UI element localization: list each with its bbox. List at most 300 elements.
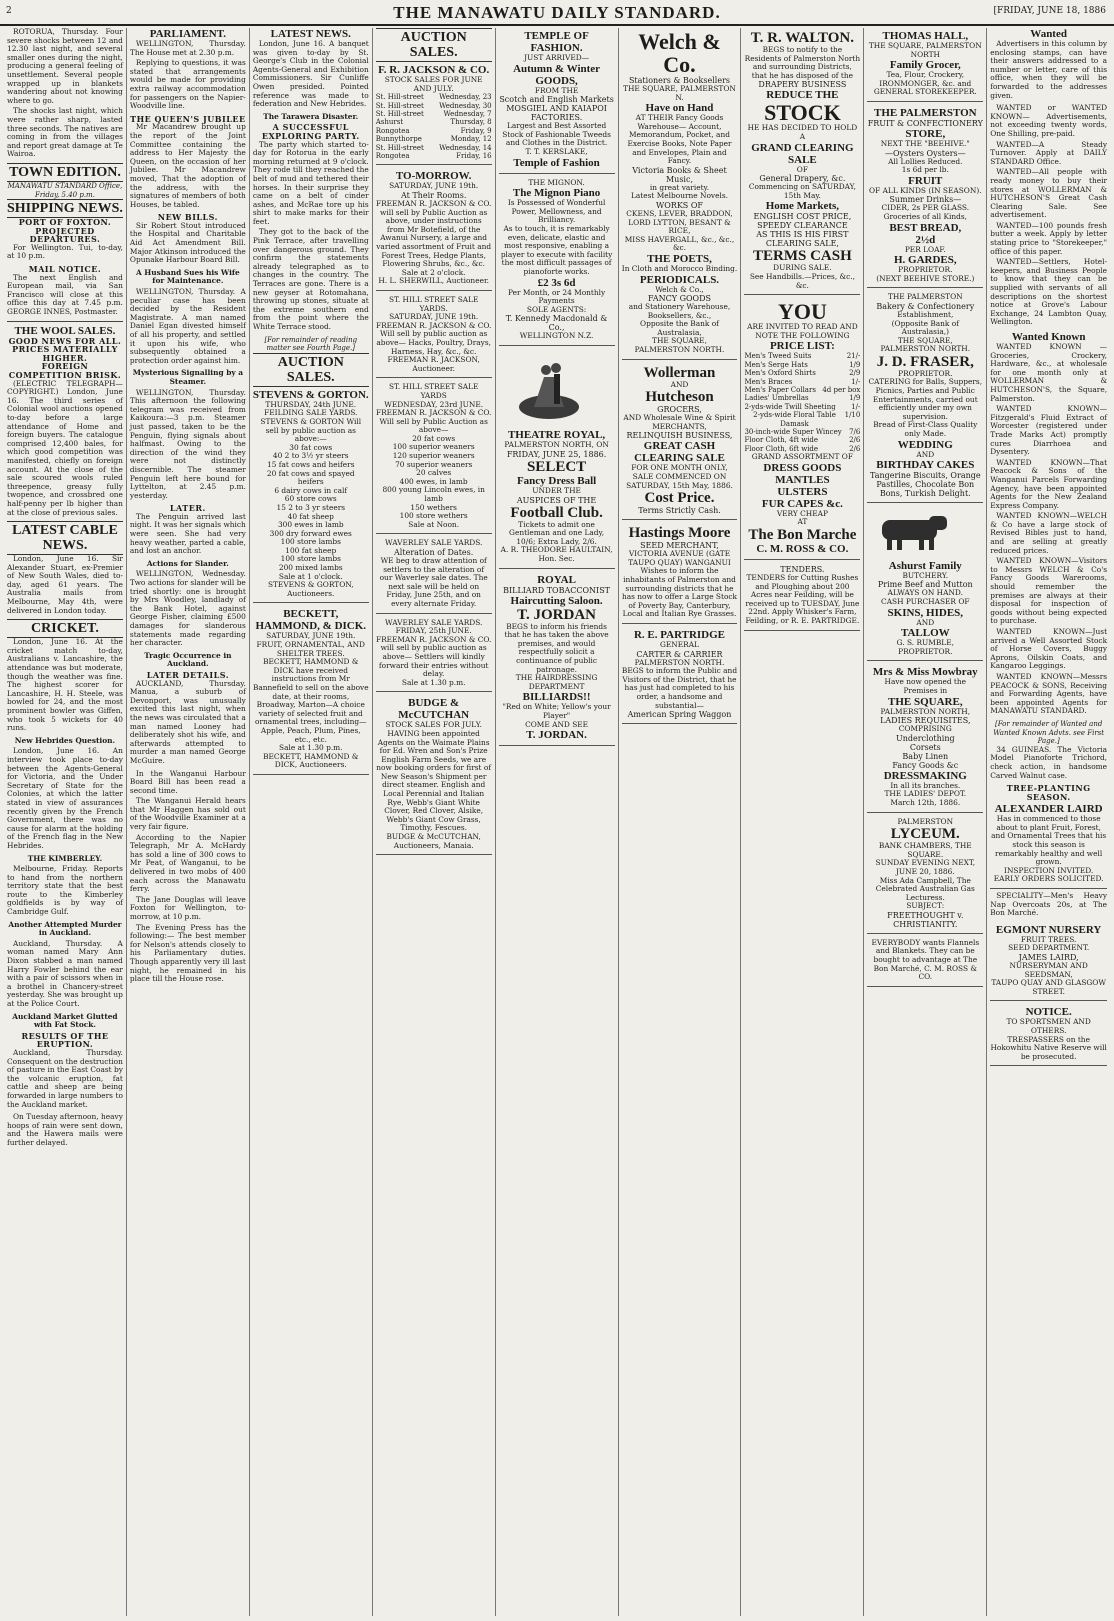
classified-ad: WANTED or WANTED KNOWN— Advertisements, not exceeding twenty words, One Shilling, pre-paid. [990,103,1108,138]
issue-date: [FRIDAY, JUNE 18, 1886 [993,6,1106,16]
ad-line: TERMS CASH [753,248,852,265]
ad-signature: BUDGE & McCUTCHAN, Auctioneers, Manaia. [386,832,481,850]
hill-street-ad-1 [376,294,492,378]
stock-item: 30 fat cows [289,442,333,452]
ad-line: GROCERS, [657,405,702,415]
schedule-date: Wednesday, 23 [439,93,492,102]
schedule-place: Bunnythorpe [375,135,422,144]
ad-line: THE HAIRDRESSING [515,673,598,683]
ad-line: All Lollies Reduced. [888,156,963,166]
paragraph: ROTORUA, Thursday. Four severe shocks between 12 and 12.30 last night, and several smaller ones during the night, producing a general feeling of unsettlement. Several people wrapped up in blankets wandering about not knowing where to go. [7,28,123,105]
tragic-text [130,680,246,766]
ad-line: GOODS, [535,74,578,87]
price-item: Men's Serge Hats [744,360,808,369]
stock-item: 100 superior weaners [392,442,475,452]
wollerman-ad [622,363,738,521]
ad-signature: STEVENS & GORTON, Auctioneers. [267,580,354,598]
ad-line: THE POETS, [647,252,712,265]
price-value: 2/9 [849,369,861,378]
ad-date: FRIDAY, 25th JUNE. [395,626,472,636]
ad-text: CATERING for Balls, Suppers, Picnics, Parties and Public Entertainments, carried out efficiently under my own supervision. [868,377,983,421]
ad-line: REDUCE THE [766,89,839,102]
stock-item: 200 mixed lambs [278,563,343,573]
tragic-heading: Tragic Occurrence in Auckland. [144,650,232,669]
ad-signature: FREEMAN R. JACKSON, Auctioneer. [387,355,480,373]
ad-title: TEMPLE OF FASHION. [524,30,589,54]
schedule-date: Wednesday, 30 [439,101,492,110]
ad-line: (NEXT BEEHIVE STORE.) [876,273,975,283]
ad-date: FRIDAY, JUNE 25, 1886. [506,450,607,460]
tree-planting-heading: TREE-PLANTING SEASON. [1006,783,1091,802]
results-heading: RESULTS OF THE ERUPTION. [21,1030,109,1050]
paragraph: Sir Robert Stout introduced the Hospital and Charitable Aid Act Amendment Bill. Major Atkinson introduced the Opunake Harbour Board Bill. [129,220,246,265]
brief-items [130,770,246,984]
ad-line: ROYAL [537,573,576,586]
paragraph: London, June 16. An interview took place to-day between the Agents-General for Victoria, and the Under Secretary of State for the Colonies, at which the latter stated in view of assurances recently given by the French Government, there was no cause for alarm at the holding of the French flag in the New Hebrides. [7,746,123,850]
new-bills-text [130,222,246,265]
ad-line: COMPRISING [898,724,952,734]
ad-line: AND Wholesale Wine & Spirit MERCHANTS, [623,413,736,431]
ad-title: NOTICE. [1025,1006,1072,1019]
ad-title: Hastings Moore [628,525,731,542]
ad-line: Have on Hand [645,102,714,115]
later-text [130,513,246,556]
column-grid [4,28,1110,1616]
ad-line: PALMERSTON NORTH. [634,657,725,667]
ad-line: Terms Strictly Cash. [638,506,721,516]
mignon-piano-ad [499,177,615,346]
classified-ad: WANTED KNOWN—Fitzgerald's Fluid Extract of Worcester (registered under Trade Marks Act) promptly cures Diarrhoea and Dysentery. [990,404,1108,457]
ad-line: AUSPICES OF THE [516,495,597,505]
laird-ad [990,801,1107,889]
stock-item: 20 fat cows and spayed heifers [266,468,355,487]
ad-line: INSPECTION INVITED. [1004,865,1094,875]
ad-line: THE SQUARE, [888,695,963,708]
ad-date: SATURDAY, JUNE 19th. [389,181,479,191]
price-row [744,369,860,377]
cable-text [7,555,123,615]
classified-ad: 34 GUINEAS. The Victoria Model Pianoforte Trichord, check action, in handsome Carved Walnut case. [990,744,1108,780]
price-value: 1/- [851,377,861,386]
paragraph: Melbourne, Friday. Reports to hand from the northern territory state that the best route to the Kimberley goldfields is by way of Cambridge Gulf. [7,864,123,917]
ad-line: PALMERSTON NORTH. [634,345,725,355]
ad-line: SKINS, HIDES, [887,606,964,619]
ad-title: ST. HILL STREET SALE YARDS. [388,294,479,313]
ad-line: DRESSMAKING [883,769,967,782]
ad-title: BUDGE & McCUTCHAN [398,697,470,722]
wanted-intro [990,40,1107,100]
ad-line: Opposite the Bank of Australasia, [640,319,719,337]
author-line: LORD LYTTON, BESANT & RICE, [628,217,731,236]
ad-signature: JAMES LAIRD, [1018,953,1079,962]
ad-line: WORKS OF [656,200,703,210]
ad-line: General Drapery, &c. [759,174,846,184]
ad-signature: G. S. RUMBLE, [896,638,954,648]
ad-line: FRUIT & CONFECTIONERY [867,118,983,128]
price-item: Men's Oxford Shirts [744,369,816,378]
ad-text: STEVENS & GORTON Will sell by public auction as above:— [260,416,362,444]
auckland-market-heading: Auckland Market Glutted with Fat Stock. [12,1011,118,1030]
kimberley-text [7,865,123,917]
paragraph: Auckland, Thursday. Consequent on the destruction of pasture in the East Coast by the volcanic eruption, fat cattle and sheep are being forwarded in large numbers to the Auckland market. [7,1047,123,1109]
price-row [744,394,860,402]
ad-line: SEED MERCHANT, [640,541,719,551]
sale-time: Sale at 1.30 p.m. [401,677,466,687]
fruit-store-ad [867,105,983,288]
paragraph: Auckland, Thursday. A woman named Mary Ann Dixon stabbed a man named Harry Fowler behind the ear with a pair of scissors when in a brothel in Chancery-street yesterday. She was brought up at the Police Court. [7,938,123,1008]
price-item: Ladies' Umbrellas [744,394,809,403]
ad-line: BILLIARDS!! [522,691,591,704]
price-item: Men's Paper Collars [744,385,816,394]
wool-heading: THE WOOL SALES. [14,324,116,337]
price-value: 7/6 [849,427,861,436]
welch-ad [622,28,738,360]
ad-line: AS THIS IS HIS FIRST CLEARING SALE, [756,230,849,249]
ad-signature: BECKETT, HAMMOND & DICK, Auctioneers. [263,751,359,770]
ad-line: PERIODICALS. [639,273,720,286]
ad-line: WELLINGTON N.Z. [519,331,594,341]
ad-text: BEGS to inform the Public and Visitors of the District, that he has just had completed to his order, a handsome and substantial— [621,666,738,710]
tarawera-heading: The Tarawera Disaster. [263,111,359,121]
ad-line: The Bon Marche [748,526,857,543]
ad-signature: T. T. KERSLAKE, [525,146,588,156]
ad-subtitle: At Their Rooms. [400,191,467,201]
price-item: Men's Braces [744,377,793,386]
ad-line: Victoria Books & Sheet Music, [632,165,727,184]
ad-text: Is Possessed of Wonderful Power, Mellowness, and Brilliancy. [507,198,606,225]
ad-line: BEST BREAD, [889,221,962,234]
foreign-heading: FOREIGN COMPETITION BRISK. [8,361,122,380]
ad-line: THE SQUARE, PALMERSTON N. [623,84,736,102]
ad-line: CARTER & CARRIER [636,649,723,659]
stock-item: 300 dry forward ewes [269,528,352,538]
ad-subtitle: Alteration of Dates. [394,548,474,557]
exploring-heading: A SUCCESSFUL EXPLORING PARTY. [261,122,360,141]
ad-title: TENDERS. [780,564,825,574]
price-item: 2-yds-wide Floral Table Damask [753,411,836,428]
prices-heading: PRICES MATERIALLY HIGHER. [12,344,118,363]
ad-line: BANK CHAMBERS, THE SQUARE. [878,841,972,859]
column-4 [373,28,496,1616]
ad-line: THE SQUARE, PALMERSTON NORTH [868,41,982,59]
ad-line: and Stationery Warehouse, Booksellers, &c., [628,302,731,320]
ad-line: PALMERSTON NORTH. [880,344,971,354]
ad-title: ALEXANDER LAIRD [994,803,1103,816]
ad-line: SEED DEPARTMENT. [1008,943,1090,953]
auction-heading: AUCTION SALES. [376,28,492,62]
column-3 [250,28,373,1616]
ad-line: PALMERSTON NORTH, ON [504,440,609,450]
ad-line: FRUIT TREES. [1020,934,1077,944]
town-edition-heading: TOWN EDITION. [7,163,123,182]
guineas-ad [990,746,1107,780]
stock-item: 100 store lambs [280,537,341,547]
ad-line: FANCY GOODS [647,294,711,304]
ad-line: Stationers & Booksellers [628,76,731,85]
paragraph: London, June 16. Sir Alexander Stuart, ex-Premier of New South Wales, died to-day, aged 61 years. The Australia mails from Melbourne, May 4th, were delivered in London today. [7,554,123,615]
ad-name: T. JORDAN. [526,729,587,742]
ad-line: Corsets [909,742,941,752]
schedule-row [376,144,492,152]
wanted-heading: Wanted [1030,28,1067,40]
ad-line: STORE, [905,127,946,140]
auction-heading: AUCTION SALES. [253,353,369,387]
ad-line: CASH PURCHASER OF [881,597,970,606]
ad-text: Largest and Best Assorted Stock of Fashionable Tweeds and Clothes in the District. [502,121,611,148]
ad-line: FUR CAPES &c. [761,497,843,510]
ad-line: Home Markets, [765,200,840,213]
jackson-schedule [376,62,492,165]
ad-line: HE HAS DECIDED TO HOLD A [747,123,858,141]
column-5 [496,28,619,1616]
classified-ad: WANTED KNOWN—Messrs PEACOCK & SONS, Receiving and Forwarding Agents, have been appointed Agents for MANAWATU STANDARD. [990,671,1108,716]
ad-text: TENDERS for Cutting Rushes and Ploughing about 200 Acres near Feilding, will be received up to TUESDAY, June 22nd. Apply Whisker's Farm, Feilding, or R. E. PARTRIDGE. [745,572,860,625]
tarawera-text [253,141,369,332]
ad-line: Latest Melbourne Novels. [630,191,728,201]
ad-line: NURSERYMAN AND SEEDSMAN, [1009,961,1088,979]
ad-line: Establishment, [897,309,954,319]
ad-line: Football Club. [510,504,603,521]
price-value: 1/9 [849,360,861,369]
signalling-heading: Mysterious Signalling by a Steamer. [132,368,244,386]
ad-line: STOCK [764,100,841,126]
paragraph: The next English and European mail, via San Francisco will close at this office this day at 7.45 p.m. GEORGE INNES, Postmaster. [7,272,123,317]
ad-line: FRUIT [908,174,943,187]
ad-line: (Opposite Bank of Australasia,) [891,318,959,337]
ad-line: Underclothing [895,733,955,743]
ad-date: SATURDAY, JUNE 19th. [266,631,356,641]
ashurst-ad [867,558,983,662]
paragraph: On Tuesday afternoon, heavy hoops of rain were sent down, and the Hawera mails were further delayed. [7,1112,123,1147]
ad-title: Bakery & Confectionery [876,301,975,311]
ad-title: Wollerman [643,364,716,381]
paragraph: They got to the back of the Pink Terrace, after travelling over dangerous ground. They confirm the statements already telegraphed as to changes in the country. The Terraces are gone. There is a new geyser at Rotomahana, throwing up stones, situate at the extreme southern end from the point where the White Terrace stood. [252,227,369,331]
paragraph: The Evening Press has the following:— The best member for Nelson's attends closely to his Parliamentary duties. Though apparently very ill last night, he remained in his place till the House rose. [129,922,246,984]
ad-line: GREAT CASH CLEARING SALE [634,440,725,465]
ad-line: Summer Drinks— [889,195,962,205]
ad-line: PROPRIETOR. [898,265,953,275]
price-value: 21/- [846,352,861,361]
schedule-row [376,152,492,160]
paragraph: According to the Napier Telegraph, Mr A. McHardy has sold a line of 300 cows to Mr Peat, of Wanganui, to be delivered in two mobs of 400 each across the Manawatu ferry. [129,832,246,894]
stock-item: 100 store lambs [280,554,341,564]
ad-name: T. JORDAN [517,606,597,623]
cable-heading: LATEST CABLE NEWS. [7,521,123,555]
stock-item: 300 ewes in lamb [277,520,344,530]
paragraph: The Penguin arrived last night. It was her signals which were seen. She had very heavy weather, parted a cable, and lost an anchor. [129,511,246,556]
ad-line: TAUPO QUAY AND GLASGOW STREET. [991,978,1106,996]
ad-line: WEDDING [897,438,953,451]
ad-title: Ashurst Family [888,559,962,572]
ad-line: ALWAYS ON HAND. [887,588,963,598]
ad-signature: H. GARDES, [893,254,957,267]
ad-line: NEXT THE "BEEHIVE." [880,138,970,148]
ad-line: Per Month, or 24 Monthly Payments [507,287,606,306]
schedule-date: Wednesday, 14 [439,143,492,152]
ad-subtitle: FRUIT, ORNAMENTAL, AND SHELTER TREES. [256,640,365,658]
ad-line: PER LOAF. [904,244,946,254]
paragraph: WELLINGTON, Wednesday. Two actions for slander will be tried shortly: one is brought by Mrs Woodley, landlady of the Bank Hotel, against George Fisher, claiming £500 damages for slanderous statements made regarding her character. [129,569,246,648]
mowbray-ad [867,664,983,812]
schedule-date: Wednesday, 7 [443,110,492,118]
ad-line: Family Grocer, [889,59,961,72]
ad-line: "Red on White; Yellow's your Player" [502,702,611,720]
remainder-note: [For remainder of reading matter see Fourth Page.] [264,335,358,353]
price-row [744,386,860,394]
mail-text [7,274,123,317]
walton-ad [744,28,860,295]
ad-line: JUST ARRIVED— [524,53,590,62]
price-value: 2/6 [849,436,861,445]
results-text [7,1049,123,1109]
ad-title: ST. HILL STREET SALE YARDS [388,382,479,400]
ad-line: Scotch and English Markets [499,95,614,105]
ad-line: AND [670,379,689,389]
ad-text: Tickets to admit one Gentleman and one Lady, 10/6; Extra Lady, 2/6. [509,519,605,546]
departures-text [7,244,123,261]
schedule-place: St. Hill-street [375,93,424,102]
masthead [0,0,1114,26]
jordan-ad [499,572,615,747]
classified-ad: WANTED—100 pounds fresh butter a week. Apply by letter stating price to "Storekeeper," office of this paper. [990,220,1108,256]
ad-line: VERY CHEAP [776,508,828,518]
ad-line: Tangerine Biscuits, Orange Pastilles, Chocolate Bon Bons, Turkish Delight. [869,471,981,499]
stock-item: 120 superior weaners [392,451,475,461]
ad-date: WEDNESDAY, 23rd JUNE. [384,399,484,409]
ad-text: FREEMAN R. JACKSON & CO. will sell by Public Auction as above, under instructions from Mr Botefield, of the Awanui Nursery, a large and varied assortment of Fruit and Forest Trees, Hedge Plants, Flowering Shrubs, &c., &c. [375,199,492,269]
price-value: 1/- [851,402,861,411]
ad-line: Fancy Goods &c [892,760,959,770]
ad-text: BECKETT, HAMMOND & DICK have received instructions from Mr Bannefield to sell on the above date, at their rooms, Broadway, Marton—A choice variety of selected fruit and ornamental trees, including— Apple, Peach, Plum, Pines, etc., etc. [252,657,369,744]
author-line: CKENS, LEVER, BRADDON, [626,208,733,218]
ad-text: Tea, Flour, Crockery, IRONMONGER, &c. and GENERAL STOREKEEPER. [873,70,977,97]
good-news: GOOD NEWS FOR ALL. [8,335,122,346]
ad-line: —Oysters Oysters— [884,148,966,158]
wanted-ads [990,104,1107,327]
sale-time: Sale at 1.30 p.m. [279,743,343,753]
ad-line: Commencing on SATURDAY, 15th May. [748,182,856,200]
ad-line: Prime Beef and Mutton [877,580,973,590]
stock-item: 15 2 to 3 yr steers [276,502,346,512]
rotorua-report [7,28,123,159]
column-9 [987,28,1110,1616]
ad-line: In Cloth and Morocco Binding. [621,263,738,273]
bon-marche-ad [867,937,983,987]
schedule-date: Thursday, 8 [450,118,492,127]
paragraph: In the Wanganui Harbour Board Bill has been read a second time. [129,768,246,795]
ad-line: PALMERSTON [897,816,954,826]
ad-title: THE PALMERSTON [874,106,977,119]
stock-item: 100 fat sheep [285,545,337,555]
speciality-ad [990,892,1107,918]
author-line: MISS HAVERGALL, &c., &c., &c. [624,234,735,253]
partridge-ad [622,627,738,724]
thomas-hall-ad [867,28,983,102]
price-row [744,411,860,428]
ad-line: Have now opened the Premises in [884,677,967,695]
stevens-ad [253,387,369,604]
price-row [744,378,860,386]
ad-line: See Handbills.—Prices, &c., &c. [749,271,855,290]
kimberley-heading: THE KIMBERLEY. [27,853,103,863]
ad-line: Cost Price. [644,490,715,507]
ad-signature: J. D. FRASER, [876,353,974,370]
tomorrow-ad [376,168,492,291]
price-row [744,403,860,411]
paragraph: WELLINGTON, Thursday. A peculiar case has been decided by the Resident Magistrate. A man named Daniel Egan divested himself of all his property, and settled it upon his wife, who subsequently obtained a protection order against him. [129,287,246,365]
temple-of-fashion-ad [499,28,615,174]
column-7 [741,28,864,1616]
price-item: Floor Cloth, 6ft wide [744,444,819,453]
schedule-row [376,102,492,110]
attempted-murder-heading: Another Attempted Murder in Auckland. [8,919,122,938]
price-value: 2/6 [849,444,861,453]
ad-line: DURING SALE. [773,263,832,273]
ad-title: Mrs & Miss Mowbray [872,666,978,679]
classified-ad: WANTED—All people with ready money to buy their stores at WOLLERMAN & HUTCHESON'S Great Cash Clearing Sale. See advertisement. [990,167,1108,220]
ad-line: PRICE LIST: [769,340,835,353]
slander-heading: Actions for Slander. [146,558,229,568]
ad-line: Baby Linen [902,751,949,761]
ad-text: As to touch, it is remarkably even, delicate, elastic and most responsive, enabling a player to execute with facility the most difficult passages of pianoforte works. [500,223,613,276]
budge-ad [376,695,492,855]
ad-line: GRAND CLEARING SALE [751,141,854,166]
ad-text: WE beg to draw attention of settlers to the alteration of our Waverley sale dates. The next sale will be held on Friday, June 25th, and on every alternate Friday. [379,556,488,608]
wool-text [7,380,123,518]
sale-time: Sale at Noon. [408,519,460,529]
bottom-text [7,1113,123,1147]
ad-line: SPEEDY CLEARANCE [757,221,848,231]
ad-line: AND [916,449,935,459]
paragraph: WELLINGTON, Thursday. This afternoon the following telegram was received from Kaikoura:—3 p.m. Steamer just passed, taken to be the Penguin, flying signals about halfmast. Owing to the direction of the wind they were not distinctly discernible. The steamer Penguin left here bound for Lyttelton, at 2.45 p.m. yesterday. [129,387,246,500]
schedule-place: St. Hill-street [375,110,424,118]
ad-line: Fancy Dress Ball [516,475,597,488]
stock-item: 6 dairy cows in calf [274,485,348,495]
ad-line: PALMERSTON NORTH, [880,706,971,716]
paragraph: London, June 16. At the cricket match to-day, Australians v. Lancashire, the attendance was but moderate, though the weather was fine. The highest scorer for Lancashire, H. H. Steele, was bowled for 24, and the most prominent bowler was Giffen, who took 5 wickets for 40 runs. [7,637,123,733]
schedule-date: Friday, 9 [460,126,492,135]
notice-ad [990,1004,1107,1066]
ad-title: YOU [777,299,827,325]
ad-title: Welch & Co. [638,29,721,77]
stock-item: 100 store wethers [399,511,468,521]
ad-line: SUBJECT: [906,901,945,911]
paragraph: WELLINGTON, Thursday. The House met at 2.30 p.m. [129,39,246,57]
ad-date: SATURDAY, JUNE 19th. [389,312,479,322]
ad-line: DRAPERY BUSINESS [758,80,847,90]
ad-line: SELECT [526,459,587,476]
town-office: MANAWATU STANDARD Office, Friday, 5.40 p.m. [7,181,123,199]
stock-item: 150 wethers [410,502,457,512]
price-row [744,361,860,369]
husband-heading: A Husband Sues his Wife for Maintenance. [135,267,240,286]
ad-title: EGMONT NURSERY [995,923,1102,936]
slander-text [130,570,246,647]
ad-text: BEGS to inform his friends that he has taken the above premises, and would respectfully solicit a continuance of public patronage. [504,621,609,674]
ad-line: MANTLES [775,473,830,486]
ad-title: R. E. PARTRIDGE [633,628,726,641]
ad-line: EARLY ORDERS SOLICITED. [993,874,1104,884]
ad-text: Has in commenced to those about to plant Fruit, Forest, and Ornamental Trees that his stock this season is remarkably healthy and well grown. [991,814,1107,867]
ad-line: C. M. ROSS & CO. [756,542,849,555]
schedule-date: Monday, 12 [450,135,492,144]
stock-item: 800 young Lincoln ewes, in lamb [382,485,485,504]
schedule-date: Friday, 16 [456,152,492,161]
paragraph: AUCKLAND, Thursday. Manua, a suburb of Devonport, was unusually excited this last night, when the news was circulated that a man named Looney had deliberately shot his wife, and afterwards attempted to murder a man named George McGuire. [129,678,246,765]
egmont-ad [990,922,1107,1002]
stock-item: 70 superior weaners [395,459,473,469]
classified-ad: WANTED KNOWN—Visitors to Messrs WELCH & Co's Fancy Goods Warerooms, should remember the premises are always at their disposal for inspection of goods without being expected to purchase. [990,556,1108,626]
